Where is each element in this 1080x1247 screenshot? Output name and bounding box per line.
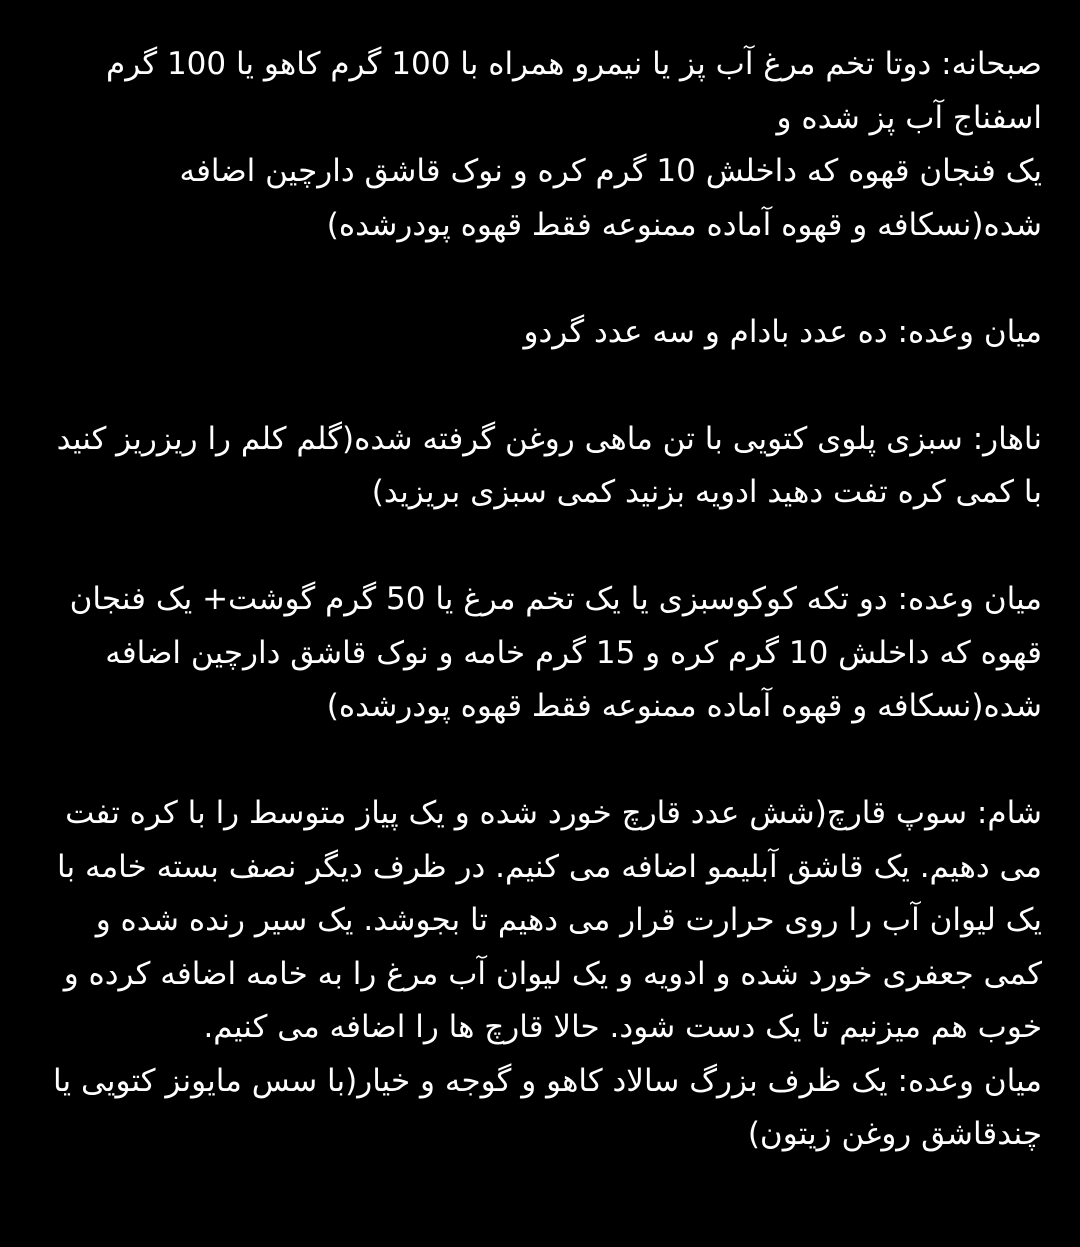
dinner-text: شام: سوپ قارچ(شش عدد قارچ خورد شده و یک پیاز متوسط را با کره تفت می دهیم. یک قاشق آبلیمو اضافه می کنیم. در ظرف دیگر نصف بسته خامه با یک لیوان آب را روی حرارت قرار می دهیم تا بجوشد. یک سیر رنده شده و کمی جعفری خورد شده و ادویه و یک لیوان آب مرغ را به خامه اضافه کرده و خوب هم میزنیم تا یک دست شود. حالا قارچ ها را اضافه می کنیم. [47,795,1042,1045]
snack-2-text: میان وعده: دو تکه کوکوسبزی یا یک تخم مرغ یا 50 گرم گوشت+ یک فنجان قهوه که داخلش 10 گرم کره و 15 گرم خامه و نوک قاشق دارچین اضافه شده(نسکافه و قهوه آماده ممنوعه فقط قهوه پودرشده) [59,581,1042,724]
lunch-text: ناهار: سبزی پلوی کتویی با تن ماهی روغن گرفته شده(گلم کلم را ریزریز کنید با کمی کره تفت دهید ادویه بزنید کمی سبزی بریزید) [46,420,1042,510]
breakfast-text: صبحانه: دوتا تخم مرغ آب پز یا نیمرو همراه با 100 گرم کاهو یا 100 گرم اسفناج آب پز شده و یک فنجان قهوه که داخلش 10 گرم کره و نوک قاشق دارچین اضافه شده(نسکافه و قهوه آماده ممنوعه فقط قهوه پودرشده) [106,46,1042,243]
paragraph-gap [40,252,1042,306]
snack-1-text: میان وعده: ده عدد بادام و سه عدد گردو [523,313,1042,350]
snack-3-text: میان وعده: یک ظرف بزرگ سالاد کاهو و گوجه و خیار(با سس مایونز کتویی یا چندقاشق روغن زیتون) [43,1062,1042,1152]
paragraph-gap [40,520,1042,574]
paragraph-gap [40,359,1042,413]
paragraph-gap [40,734,1042,788]
